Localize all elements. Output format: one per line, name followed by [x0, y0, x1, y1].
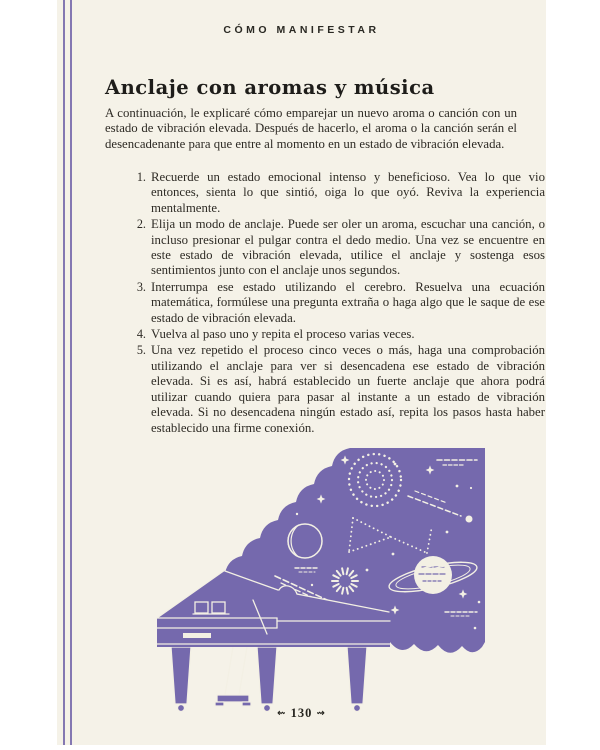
list-item: 3. Interrumpa ese estado utilizando el cerebro. Resuelva una ecuación matemática, formúlese una pregunta extraña o haga algo que le saque de ese estado de vibración elevada. — [149, 280, 545, 326]
piano-dream-illustration — [145, 442, 545, 727]
list-item: 1. Recuerde un estado emocional intenso y beneficioso. Vea lo que vio entonces, sienta lo que sintió, oiga lo que oyó. Reviva la experiencia mentalmente. — [149, 170, 545, 216]
margin-rule-outer — [63, 0, 65, 745]
page-number: 130 — [290, 706, 313, 720]
steps-list — [123, 170, 545, 437]
footer-ornament-left-icon: ⇜ — [277, 708, 287, 719]
list-item: 4. Vuelva al paso uno y repita el proceso varias veces. — [149, 327, 545, 342]
margin-rule-inner — [70, 0, 72, 745]
page-footer — [57, 706, 546, 721]
page — [57, 0, 546, 745]
footer-ornament-right-icon: ⇝ — [316, 708, 326, 719]
intro-paragraph: A continuación, le explicaré cómo emparejar un nuevo aroma o canción con un estado de vibración elevada. Después de hacerlo, el aroma o la canción serán el desencadenante para que entre al momento en un estado de vibración elevada. — [105, 106, 517, 151]
list-item: 2. Elija un modo de anclaje. Puede ser oler un aroma, escuchar una canción, o incluso presionar el pulgar contra el dedo medio. Una vez se encuentre en este estado de vibración elevada, utilice el anclaje y sostenga esos sentimientos junto con el anclaje unos segundos. — [149, 217, 545, 279]
section-title: Anclaje con aromas y música — [105, 76, 435, 99]
running-header: CÓMO MANIFESTAR — [223, 24, 380, 36]
list-item: 5. Una vez repetido el proceso cinco veces o más, haga una comprobación utilizando el anclaje para ver si desencadena ese estado de vibración elevada. Si es así, habrá establecido un fuerte anclaje que ahora podrá utilizar cuando quiera para pasar al instante a un estado de vibración elevada. Si no desencadena ningún estado así, repita los pasos hasta haber establecido una firme conexión. — [149, 343, 545, 435]
